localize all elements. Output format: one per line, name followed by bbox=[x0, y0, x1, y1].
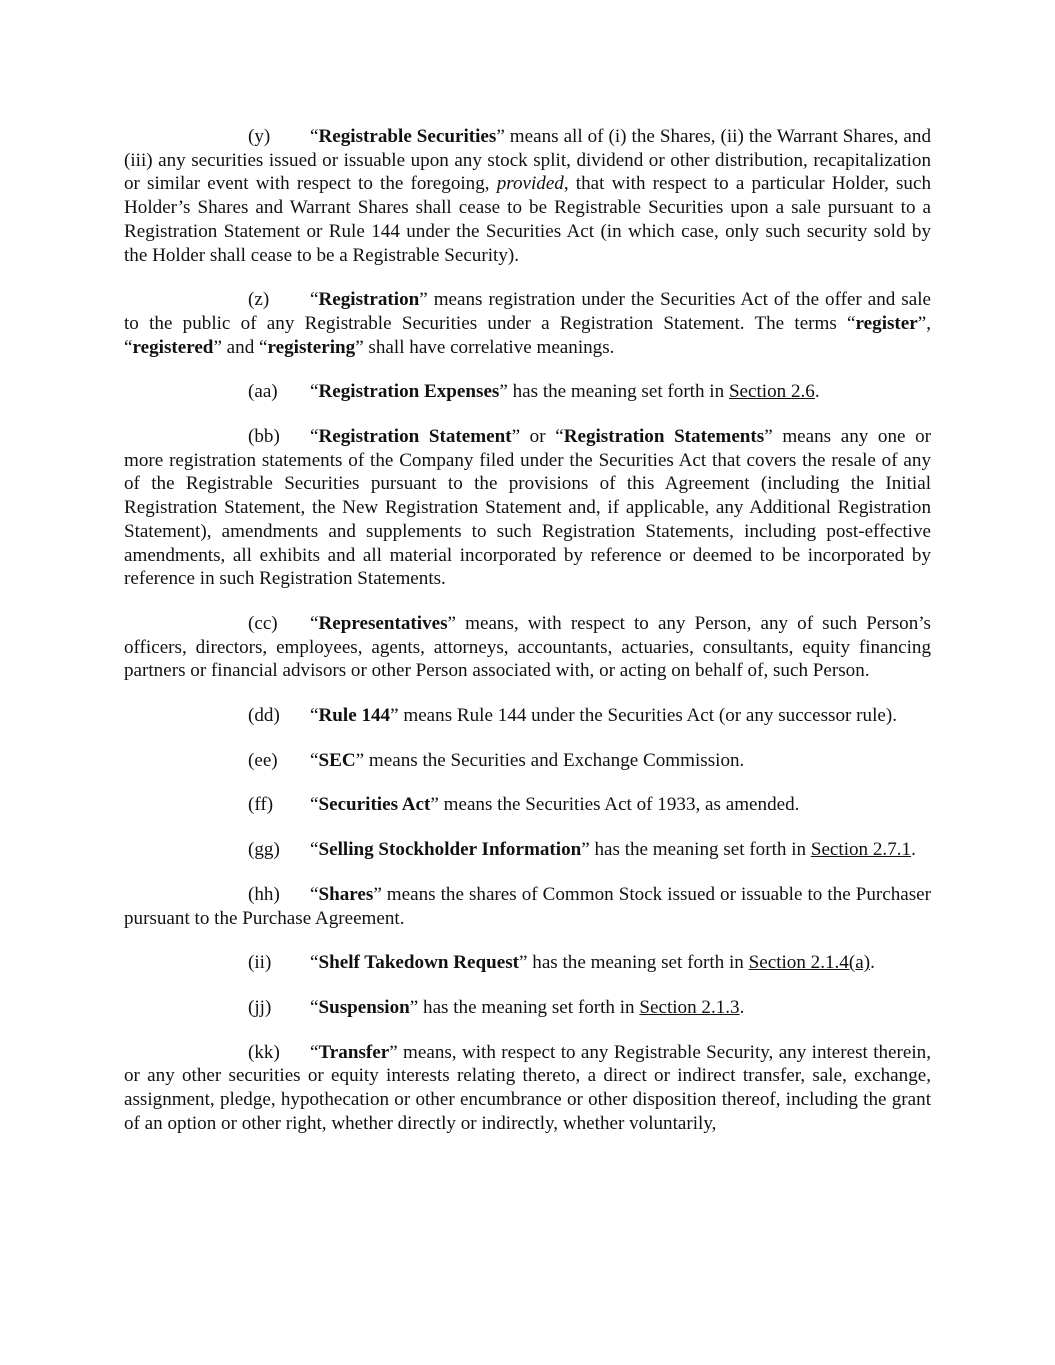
definition-bb: (bb) “Registration Statement” or “Registration Statements” means any one or more registration statements of the Company filed under the Securities Act that covers the resale of any of the Registrable Securities pursuant to the provisions of this Agreement (including the Initial Registration Statement, the New Registration Statement and, if applicable, any Additional Registration Statement), amendments and supplements to such Registration Statements, including post-effective amendments, all exhibits and all material incorporated by reference or deemed to be incorporated by reference in such Registration Statements. bbox=[124, 426, 931, 590]
definition-label: (kk) bbox=[248, 1041, 280, 1063]
definition-dd: (dd) “Rule 144” means Rule 144 under the Securities Act (or any successor rule). bbox=[248, 705, 897, 727]
section-reference: Section 2.7.1 bbox=[810, 839, 912, 861]
definition-jj: (jj) “Suspension” has the meaning set forth in Section 2.1.3. bbox=[248, 996, 745, 1018]
definition-label: (z) bbox=[248, 289, 270, 311]
definition-label: (cc) bbox=[248, 612, 278, 634]
defined-term: SEC bbox=[318, 749, 356, 771]
defined-term: Registration Statements bbox=[563, 426, 765, 448]
defined-term: Suspension bbox=[318, 996, 410, 1018]
defined-term: Registration bbox=[318, 289, 420, 311]
definition-aa: (aa) “Registration Expenses” has the meaning set forth in Section 2.6. bbox=[248, 381, 820, 403]
definition-y: (y) “Registrable Securities” means all of (i) the Shares, (ii) the Warrant Shares, and (iii) any securities issued or issuable upon any stock split, dividend or other distribution, recapitalization or similar event with respect to the foregoing, provided, that with respect to a particular Holder, such Holder’s Shares and Warrant Shares shall cease to be Registrable Securities upon a sale pursuant to a Registration Statement or Rule 144 under the Securities Act (in which case, only such security sold by the Holder shall cease to be a Registrable Security). bbox=[124, 126, 932, 266]
definition-ii: (ii) “Shelf Takedown Request” has the meaning set forth in Section 2.1.4(a). bbox=[248, 952, 875, 974]
defined-term: Rule 144 bbox=[318, 705, 391, 727]
definition-z: (z) “Registration” means registration under the Securities Act of the offer and sale to the public of any Registrable Securities under a Registration Statement. The terms “register”, “registered” and “registering” shall have correlative meanings. bbox=[124, 289, 931, 358]
definition-kk: (kk) “Transfer” means, with respect to any Registrable Security, any interest therein, or any other securities or equity interests relating thereto, a direct or indirect transfer, sale, exchange, assignment, pledge, hypothecation or other encumbrance or other disposition thereof, including the grant of an option or other right, whether directly or indirectly, whether voluntarily, bbox=[124, 1041, 931, 1134]
definition-label: (hh) bbox=[248, 883, 280, 905]
defined-term: Selling Stockholder Information bbox=[318, 839, 582, 861]
defined-term: registered bbox=[132, 336, 214, 358]
defined-term: Registration Statement bbox=[318, 426, 512, 448]
defined-term: Transfer bbox=[318, 1041, 390, 1063]
defined-term: register bbox=[855, 312, 918, 334]
definition-label: (ii) bbox=[248, 952, 272, 974]
defined-term: Registration Expenses bbox=[318, 381, 500, 403]
definition-hh: (hh) “Shares” means the shares of Common Stock issued or issuable to the Purchaser pursuant to the Purchase Agreement. bbox=[124, 883, 931, 929]
definition-label: (dd) bbox=[248, 705, 280, 727]
section-reference: Section 2.1.3 bbox=[639, 996, 740, 1018]
definition-label: (bb) bbox=[248, 426, 280, 448]
definition-label: (ff) bbox=[248, 794, 274, 816]
definition-label: (y) bbox=[248, 126, 271, 147]
defined-term: Shares bbox=[318, 883, 374, 905]
section-reference: Section 2.1.4(a) bbox=[748, 952, 871, 974]
document-page bbox=[124, 125, 931, 1136]
defined-term: Registrable Securities bbox=[318, 126, 497, 147]
definition-gg: (gg) “Selling Stockholder Information” has the meaning set forth in Section 2.7.1. bbox=[248, 839, 916, 861]
definition-label: (gg) bbox=[248, 839, 280, 861]
defined-term: Shelf Takedown Request bbox=[318, 952, 520, 974]
definition-label: (ee) bbox=[248, 749, 278, 771]
definition-cc: (cc) “Representatives” means, with respect to any Person, any of such Person’s officers, directors, employees, agents, attorneys, accountants, actuaries, consultants, equity financing partners or financial advisors or other Person associated with, or acting on behalf of, such Person. bbox=[124, 612, 931, 682]
definition-ee: (ee) “SEC” means the Securities and Exchange Commission. bbox=[248, 749, 745, 771]
section-reference: Section 2.6 bbox=[728, 381, 815, 403]
definition-label: (aa) bbox=[248, 381, 278, 403]
defined-term: Securities Act bbox=[318, 794, 431, 816]
definition-ff: (ff) “Securities Act” means the Securities Act of 1933, as amended. bbox=[248, 794, 800, 816]
italic-term: provided bbox=[496, 173, 564, 195]
definition-label: (jj) bbox=[248, 996, 272, 1018]
defined-term: registering bbox=[267, 336, 356, 358]
defined-term: Representatives bbox=[318, 612, 448, 634]
